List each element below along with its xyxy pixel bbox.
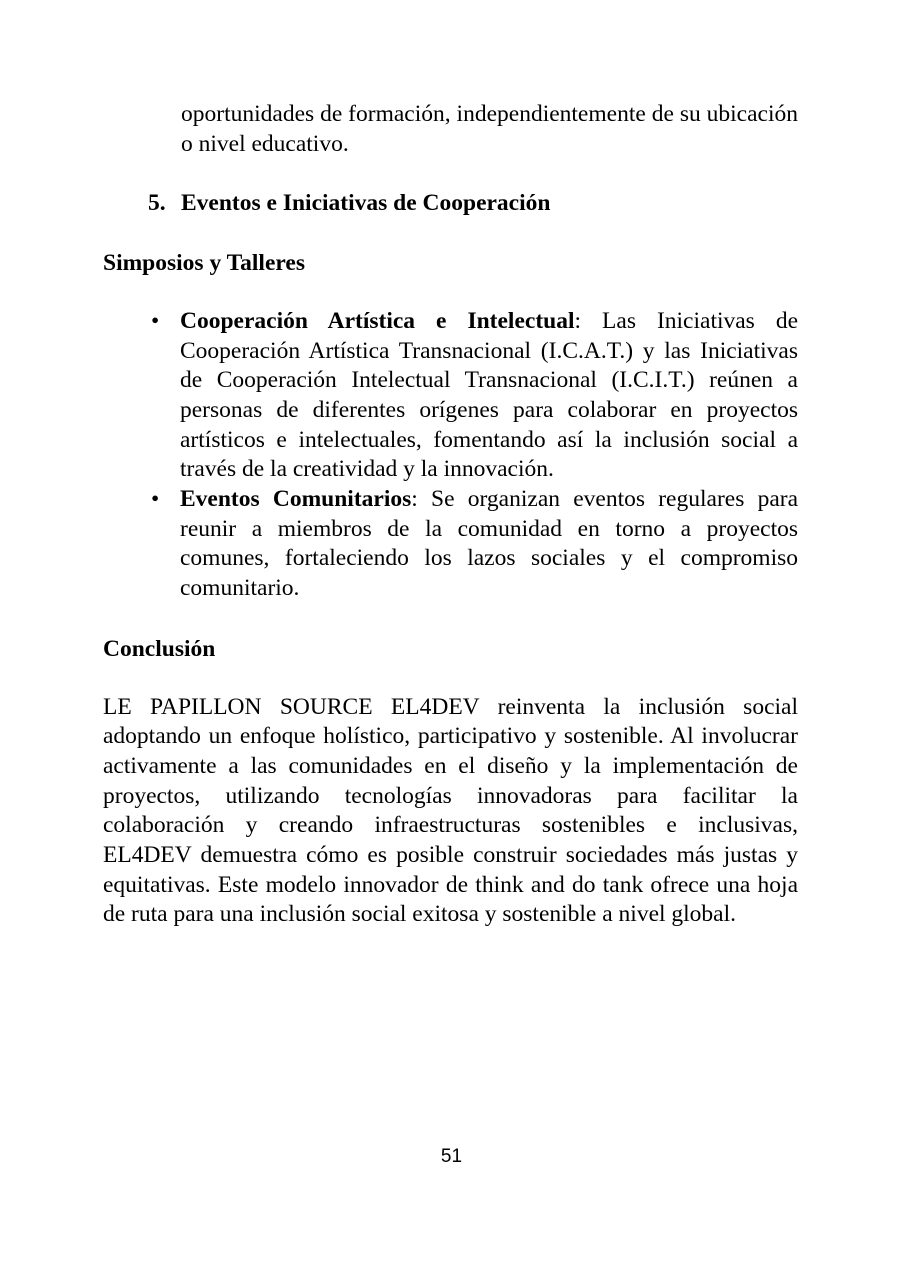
- list-item-text: [180, 485, 798, 604]
- bullet-marker-icon: •: [151, 486, 160, 513]
- bullet-list: [103, 307, 798, 604]
- page-content: [103, 100, 798, 930]
- list-item-lead: Eventos Comunitarios: [180, 486, 412, 513]
- list-item-separator: :: [411, 486, 432, 513]
- subsection-heading: Simposios y Talleres: [103, 250, 305, 277]
- section-number: 5.: [148, 190, 166, 217]
- list-item: [148, 307, 798, 485]
- conclusion-heading: Conclusión: [103, 635, 216, 662]
- conclusion-paragraph: LE PAPILLON SOURCE EL4DEV reinventa la inclusión social adoptando un enfoque holístico, participativo y sostenible. Al involucrar activamente a las comunidades en el diseño y la implementación de proyectos, utilizando tecnologías innovadoras para facilitar la colaboración y creando infraestructuras sostenibles e inclusivas, EL4DEV demuestra cómo es posible construir sociedades más justas y equitativas. Este modelo innovador de think and do tank ofrece una hoja de ruta para una inclusión social exitosa y sostenible a nivel global.: [103, 693, 798, 928]
- list-item-body: Se organizan eventos regulares para reunir a miembros de la comunidad en torno a proyectos comunes, fortaleciendo los lazos sociales y el compromiso comunitario.: [180, 486, 799, 602]
- list-item-body: Las Iniciativas de Cooperación Artística Transnacional (I.C.A.T.) y las Iniciativas de Cooperación Intelectual Transnacional (I.C.I.T.) reúnen a personas de diferentes orígenes para colaborar en proyectos artísticos e intelectuales, fomentando así la inclusión social a través de la creatividad y la innovación.: [180, 307, 798, 483]
- list-item-text: [180, 307, 798, 485]
- list-item-lead: Cooperación Artística e Intelectual: [180, 307, 575, 334]
- numbered-section-heading: [148, 189, 798, 219]
- bullet-marker-icon: •: [151, 307, 160, 334]
- list-item-separator: :: [574, 307, 603, 334]
- section-title: Eventos e Iniciativas de Cooperación: [181, 190, 551, 217]
- page-number: 51: [440, 1146, 463, 1167]
- continued-paragraph: oportunidades de formación, independientemente de su ubicación o nivel educativo.: [181, 101, 798, 157]
- list-item: [148, 485, 798, 604]
